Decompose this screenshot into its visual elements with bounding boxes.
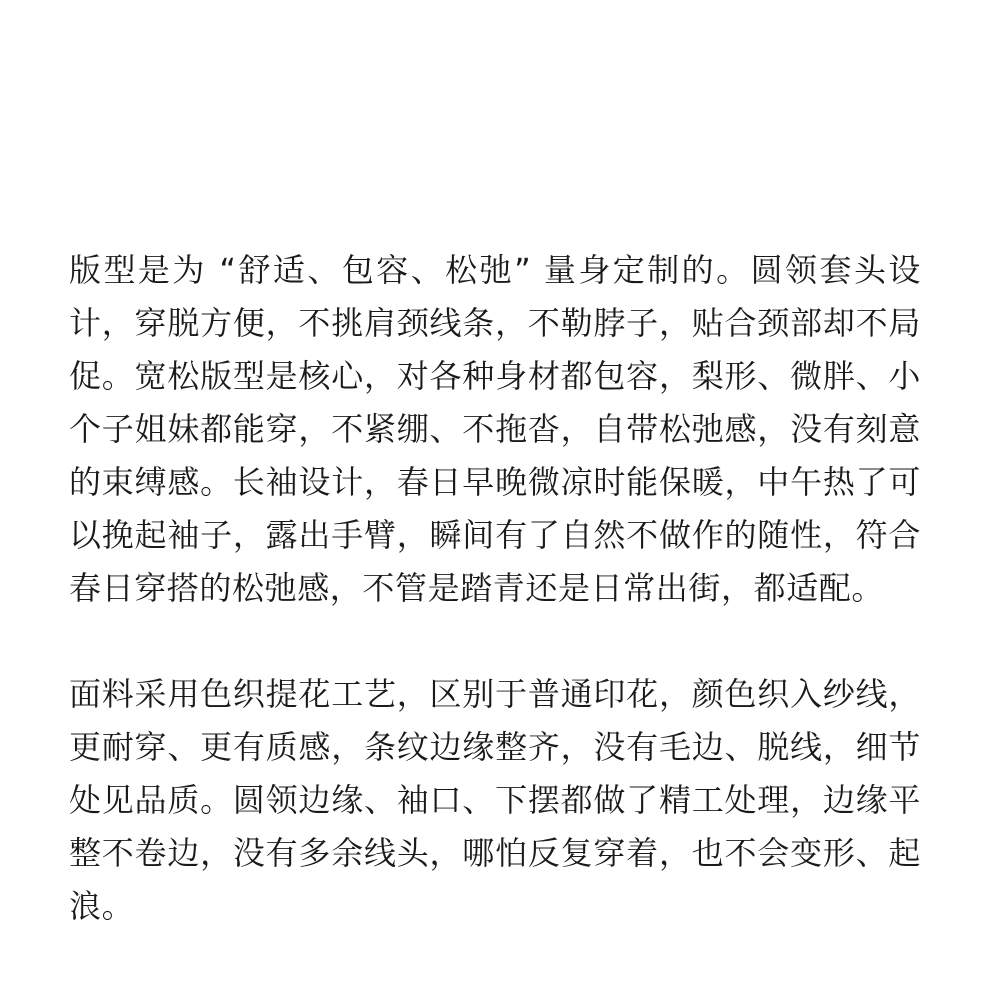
paragraph-fabric-craft: 面料采用色织提花工艺，区别于普通印花，颜色织入纱线，更耐穿、更有质感，条纹边缘整齐，没有毛边、脱线，细节处见品质。圆领边缘、袖口、下摆都做了精工处理，边缘平整不卷边，没有多余线头，哪怕反复穿着，也不会变形、起浪。	[69, 675, 921, 925]
paragraph-fit-design: 版型是为 “舒适、包容、松弛” 量身定制的。圆领套头设计，穿脱方便，不挑肩颈线条，不勒脖子，贴合颈部却不局促。宽松版型是核心，对各种身材都包容，梨形、微胖、小个子姐妹都能穿，不紧绷、不拖沓，自带松弛感，没有刻意的束缚感。长袖设计，春日早晚微凉时能保暖，中午热了可以挽起袖子，露出手臂，瞬间有了自然不做作的随性，符合春日穿搭的松弛感，不管是踏青还是日常出街，都适配。	[69, 251, 921, 607]
article-body	[69, 244, 921, 933]
